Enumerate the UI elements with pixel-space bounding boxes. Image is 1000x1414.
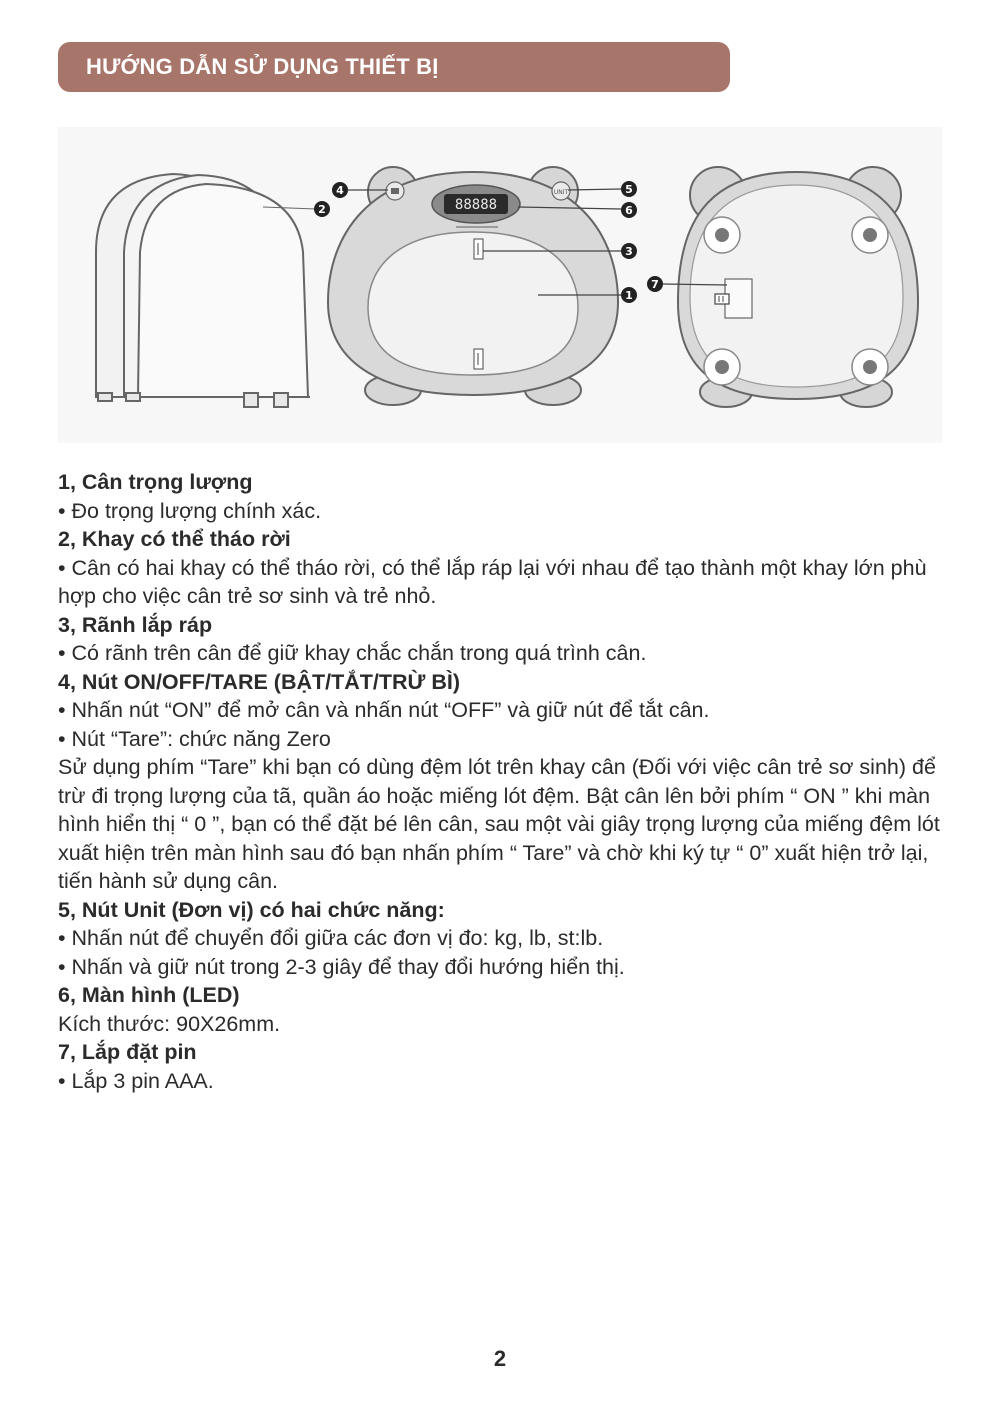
section-line: • Cân có hai khay có thể tháo rời, có thể lắp ráp lại với nhau để tạo thành một khay lớn phù hợp cho việc cân trẻ sơ sinh và trẻ nhỏ.	[58, 555, 927, 608]
svg-text:3: 3	[625, 245, 633, 258]
section-title: HƯỚNG DẪN SỬ DỤNG THIẾT BỊ	[86, 54, 439, 79]
callout-1	[621, 287, 637, 303]
back-view-illustration	[678, 167, 918, 407]
section-heading-4: 4, Nút ON/OFF/TARE (BẬT/TẮT/TRỪ BÌ)	[58, 669, 461, 694]
unit-button-label: UNIT	[553, 189, 569, 196]
section-heading-3: 3, Rãnh lắp ráp	[58, 612, 213, 637]
front-view-illustration	[328, 167, 618, 405]
callout-5	[621, 181, 637, 197]
page-number: 2	[493, 1346, 507, 1371]
section-line: Kích thước: 90X26mm.	[58, 1011, 281, 1036]
svg-text:2: 2	[318, 203, 326, 216]
section-line: • Lắp 3 pin AAA.	[58, 1068, 214, 1093]
section-heading-2: 2, Khay có thể tháo rời	[58, 527, 291, 551]
callout-3	[621, 243, 637, 259]
section-heading-6: 6, Màn hình (LED)	[58, 983, 240, 1007]
svg-text:1: 1	[625, 289, 633, 302]
section-heading-7: 7, Lắp đặt pin	[58, 1040, 197, 1064]
section-heading-5: 5, Nút Unit (Đơn vị) có hai chức năng:	[58, 897, 445, 922]
instructions-body	[58, 468, 943, 1095]
display-digits: 88888	[454, 197, 498, 213]
callout-6	[621, 202, 637, 218]
svg-text:5: 5	[625, 183, 633, 196]
svg-text:6: 6	[625, 204, 633, 217]
section-paragraph: Sử dụng phím “Tare” khi bạn có dùng đệm lót trên khay cân (Đối với việc cân trẻ sơ sinh) để trừ đi trọng lượng của tã, quần áo hoặc miếng lót đệm. Bật cân lên bởi phím “ ON ” khi màn hình hiển thị “ 0 ”, bạn có thể đặt bé lên cân, sau một vài giây trọng lượng của miếng đệm lót xuất hiện trên màn hình sau đó bạn nhấn phím “ Tare” và chờ khi ký tự “ 0” xuất hiện trở lại, tiến hành sử dụng cân.	[58, 755, 940, 893]
section-line: • Nhấn nút “ON” để mở cân và nhấn nút “OFF” và giữ nút để tắt cân.	[58, 698, 710, 722]
side-view-illustration	[96, 174, 316, 407]
svg-text:4: 4	[336, 184, 344, 197]
callout-4	[332, 182, 348, 198]
section-line: • Nhấn nút để chuyển đổi giữa các đơn vị đo: kg, lb, st:lb.	[58, 926, 604, 950]
section-header-bar	[58, 42, 730, 92]
section-line: • Nhấn và giữ nút trong 2-3 giây để thay đổi hướng hiển thị.	[58, 954, 625, 979]
callout-2	[314, 201, 330, 217]
svg-text:7: 7	[651, 278, 659, 291]
section-line: • Nút “Tare”: chức năng Zero	[58, 726, 331, 751]
section-line: • Đo trọng lượng chính xác.	[58, 498, 322, 523]
power-button-icon	[391, 188, 399, 194]
section-heading-1: 1, Cân trọng lượng	[58, 470, 253, 494]
callout-7	[647, 276, 663, 292]
section-line: • Có rãnh trên cân để giữ khay chắc chắn trong quá trình cân.	[58, 641, 647, 665]
device-diagram	[58, 127, 942, 443]
